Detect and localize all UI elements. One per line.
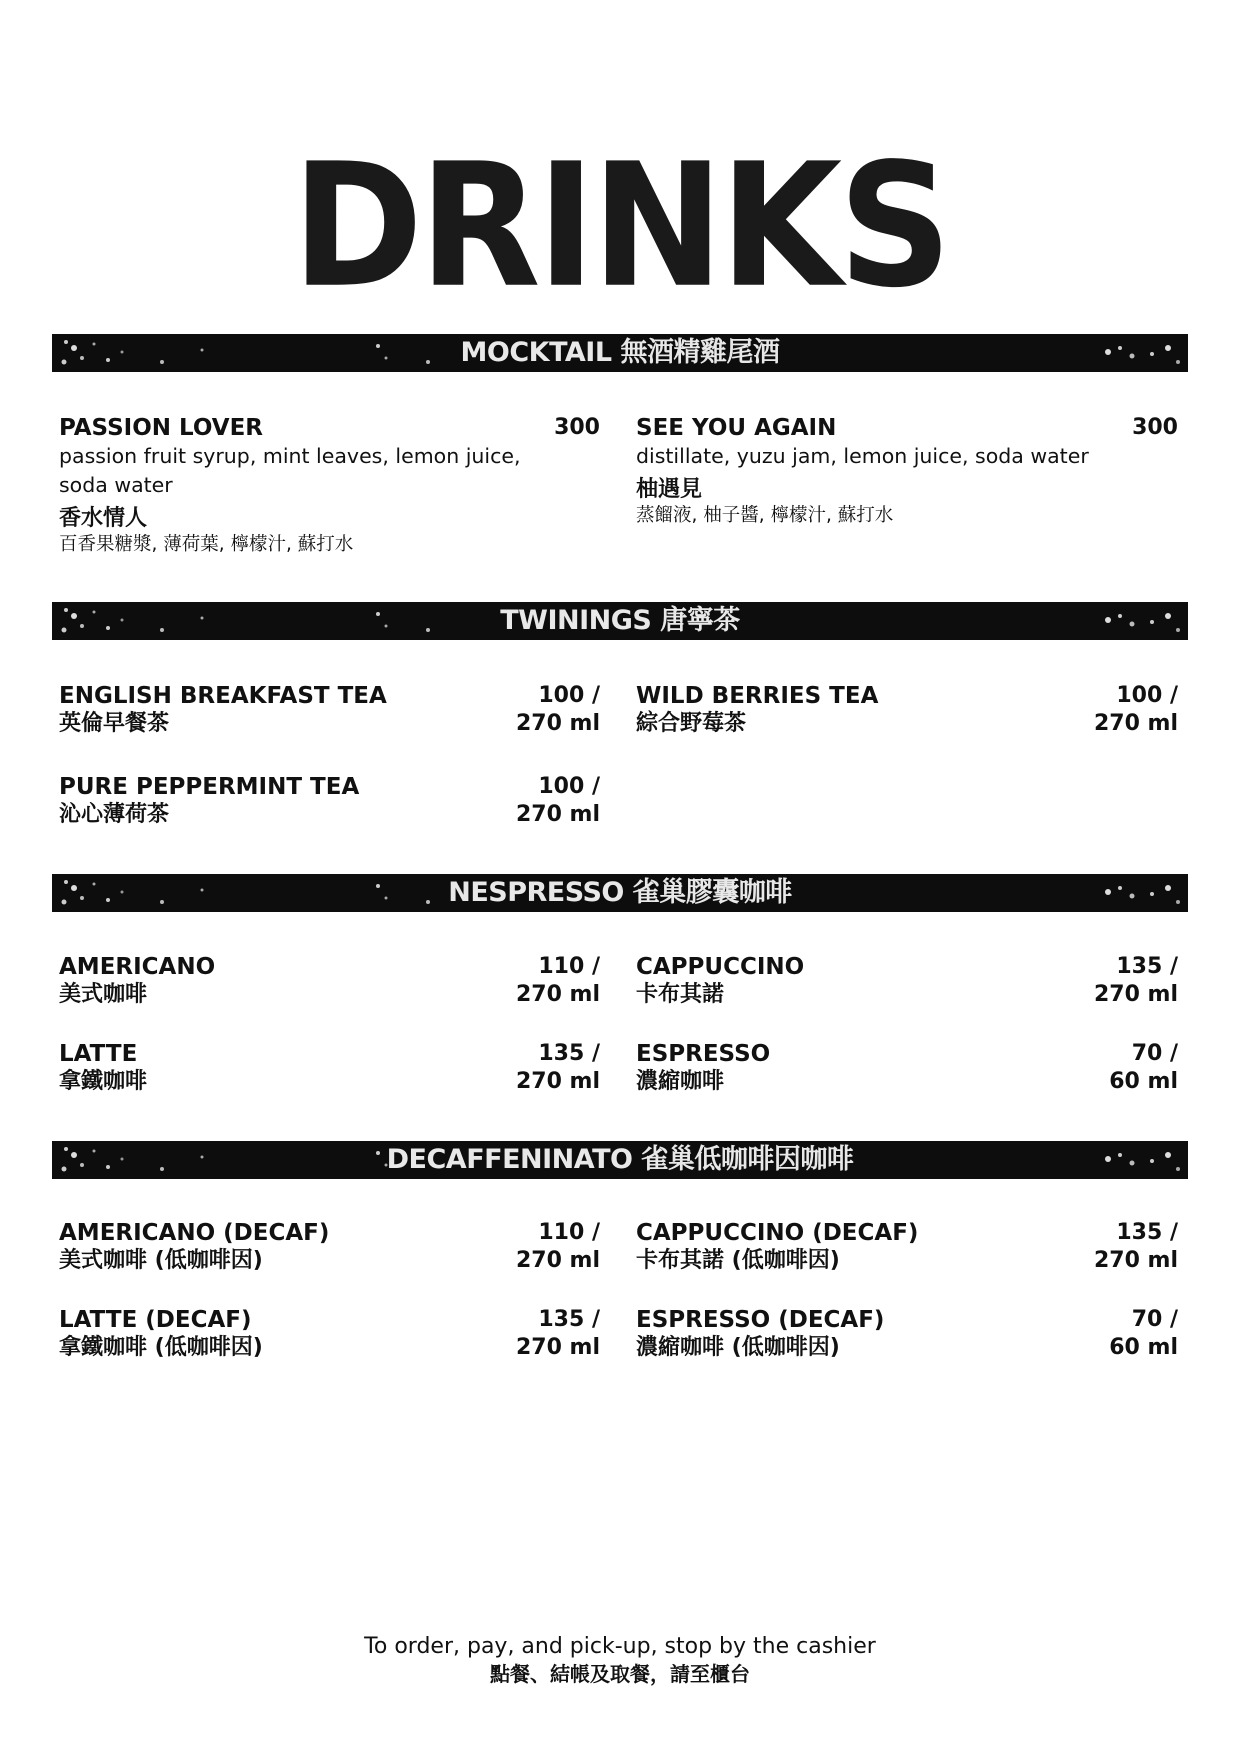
item-price-espresso-decaf: 70 / — [1131, 1307, 1178, 1332]
item-volume-wild-berries-tea: 270 ml — [1093, 711, 1178, 736]
footer-note-zh: 點餐、結帳及取餐，請至櫃台 — [490, 1662, 750, 1686]
item-desc-see-you-again: distillate, yuzu jam, lemon juice, soda water — [636, 444, 1089, 468]
item-zh-name-latte-decaf: 拿鐵咖啡 (低咖啡因) — [59, 1335, 263, 1360]
item-volume-cappuccino-decaf: 270 ml — [1093, 1248, 1178, 1273]
item-volume-latte-decaf: 270 ml — [515, 1335, 600, 1360]
item-zh-name-pure-peppermint-tea: 沁心薄荷茶 — [59, 802, 170, 827]
section-title-decaf: DECAFFENINATO 雀巢低咖啡因咖啡 — [386, 1144, 854, 1175]
item-name-see-you-again: SEE YOU AGAIN — [636, 415, 837, 441]
section-bar-mocktail — [52, 334, 1188, 372]
item-name-latte-decaf: LATTE (DECAF) — [59, 1307, 252, 1333]
item-price-wild-berries-tea: 100 / — [1116, 683, 1178, 708]
item-price-latte-decaf: 135 / — [538, 1307, 600, 1332]
item-name-americano-decaf: AMERICANO (DECAF) — [59, 1220, 330, 1246]
item-volume-espresso: 60 ml — [1109, 1069, 1178, 1094]
item-price-pure-peppermint-tea: 100 / — [538, 774, 600, 799]
item-zh-desc-see-you-again: 蒸餾液, 柚子醬, 檸檬汁, 蘇打水 — [636, 505, 894, 526]
item-price-english-breakfast-tea: 100 / — [538, 683, 600, 708]
item-name-espresso-decaf: ESPRESSO (DECAF) — [636, 1307, 885, 1333]
item-zh-name-espresso: 濃縮咖啡 — [636, 1069, 725, 1094]
item-zh-name-americano-decaf: 美式咖啡 (低咖啡因) — [59, 1248, 263, 1273]
item-name-wild-berries-tea: WILD BERRIES TEA — [636, 683, 879, 709]
item-name-cappuccino: CAPPUCCINO — [636, 954, 805, 980]
item-volume-espresso-decaf: 60 ml — [1109, 1335, 1178, 1360]
item-name-espresso: ESPRESSO — [636, 1041, 771, 1067]
section-bar-twinings — [52, 602, 1188, 640]
item-zh-name-cappuccino: 卡布其諾 — [636, 982, 725, 1007]
item-volume-cappuccino: 270 ml — [1093, 982, 1178, 1007]
item-price-americano-decaf: 110 / — [538, 1220, 600, 1245]
item-name-pure-peppermint-tea: PURE PEPPERMINT TEA — [59, 774, 360, 800]
item-price-espresso: 70 / — [1131, 1041, 1178, 1066]
item-volume-english-breakfast-tea: 270 ml — [515, 711, 600, 736]
section-title-mocktail: MOCKTAIL 無酒精雞尾酒 — [460, 337, 780, 368]
item-zh-name-latte: 拿鐵咖啡 — [59, 1069, 148, 1094]
item-price-americano: 110 / — [538, 954, 600, 979]
section-bar-nespresso — [52, 874, 1188, 912]
item-zh-name-wild-berries-tea: 綜合野莓茶 — [636, 711, 747, 736]
section-bar-decaf — [52, 1141, 1188, 1179]
item-zh-desc-passion-lover: 百香果糖漿, 薄荷葉, 檸檬汁, 蘇打水 — [59, 534, 354, 555]
page-title: DRINKS — [291, 127, 949, 326]
item-zh-name-english-breakfast-tea: 英倫早餐茶 — [59, 711, 170, 736]
item-volume-latte: 270 ml — [515, 1069, 600, 1094]
item-zh-name-passion-lover: 香水情人 — [59, 506, 148, 531]
item-zh-name-cappuccino-decaf: 卡布其諾 (低咖啡因) — [636, 1248, 840, 1273]
section-title-twinings: TWININGS 唐寧茶 — [500, 605, 740, 636]
section-title-nespresso: NESPRESSO 雀巢膠囊咖啡 — [448, 877, 792, 908]
item-price-cappuccino: 135 / — [1116, 954, 1178, 979]
item-zh-name-americano: 美式咖啡 — [59, 982, 148, 1007]
item-name-passion-lover: PASSION LOVER — [59, 415, 264, 441]
item-volume-americano: 270 ml — [515, 982, 600, 1007]
item-volume-americano-decaf: 270 ml — [515, 1248, 600, 1273]
item-name-latte: LATTE — [59, 1041, 138, 1067]
item-price-latte: 135 / — [538, 1041, 600, 1066]
footer-note-en: To order, pay, and pick-up, stop by the cashier — [364, 1634, 876, 1659]
item-name-english-breakfast-tea: ENGLISH BREAKFAST TEA — [59, 683, 387, 709]
item-price-passion-lover: 300 — [554, 415, 600, 440]
item-price-cappuccino-decaf: 135 / — [1116, 1220, 1178, 1245]
item-name-cappuccino-decaf: CAPPUCCINO (DECAF) — [636, 1220, 919, 1246]
item-name-americano: AMERICANO — [59, 954, 216, 980]
item-zh-name-see-you-again: 柚遇見 — [636, 477, 703, 502]
item-zh-name-espresso-decaf: 濃縮咖啡 (低咖啡因) — [636, 1335, 840, 1360]
item-price-see-you-again: 300 — [1132, 415, 1178, 440]
item-desc-passion-lover: passion fruit syrup, mint leaves, lemon juice, soda water — [59, 444, 521, 497]
item-volume-pure-peppermint-tea: 270 ml — [515, 802, 600, 827]
